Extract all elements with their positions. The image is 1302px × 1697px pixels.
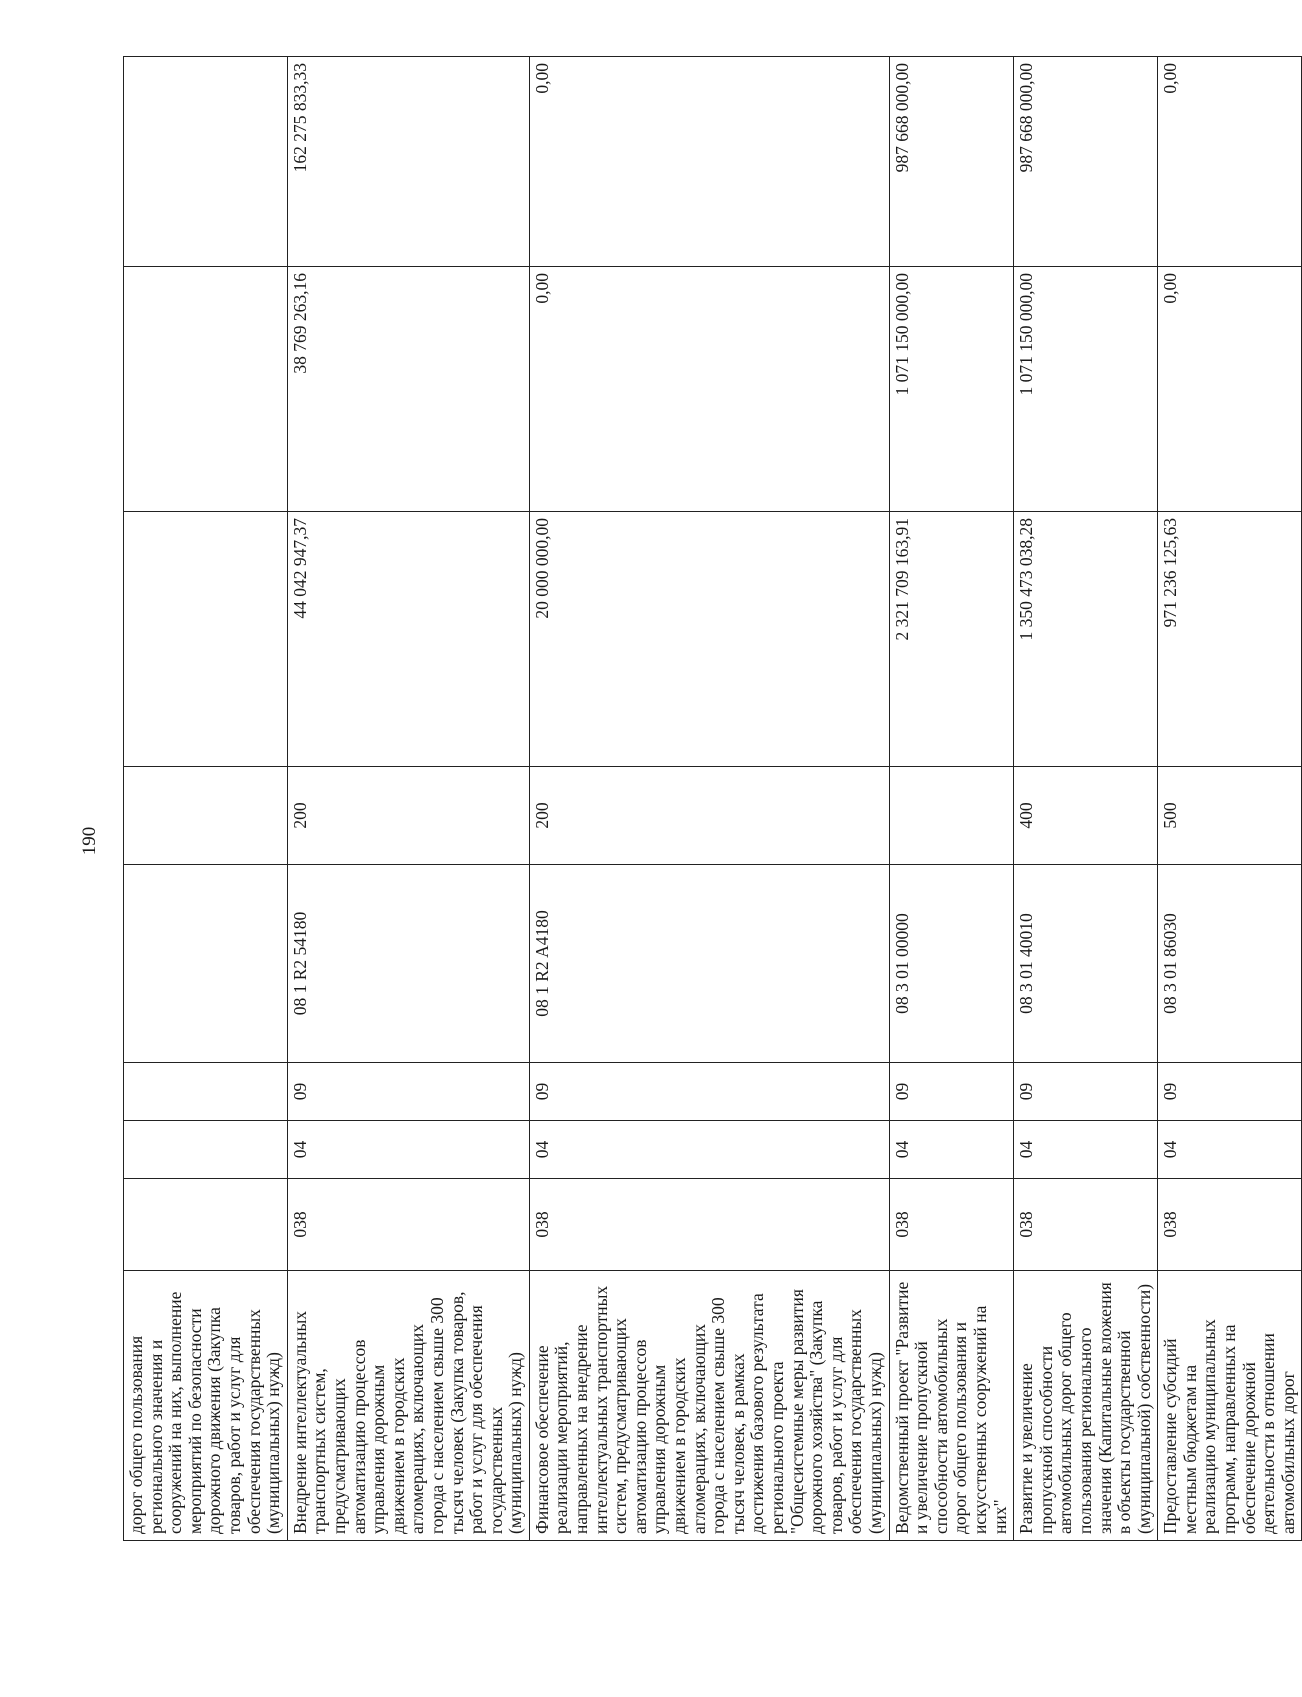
table-row (1014, 57, 1158, 1541)
section-code (124, 1121, 288, 1179)
section-code: 04 (889, 1121, 1014, 1179)
section-code: 04 (287, 1121, 529, 1179)
table-row (287, 57, 529, 1541)
table-row (889, 57, 1014, 1541)
amount-year-3: 162 275 833,33 (287, 57, 529, 267)
row-description: Ведомственный проект "Развитие и увеличение пропускной способности автомобильных дорог общего пользования и искусственных сооружений на них" (889, 1271, 1014, 1541)
target-article-code: 08 3 01 00000 (889, 865, 1014, 1063)
amount-year-3: 0,00 (529, 57, 889, 267)
ministry-code: 038 (889, 1179, 1014, 1271)
target-article-code: 08 1 R2 54180 (287, 865, 529, 1063)
amount-year-1: 44 042 947,37 (287, 512, 529, 767)
amount-year-3: 987 668 000,00 (889, 57, 1014, 267)
amount-year-1: 1 350 473 038,28 (1014, 512, 1158, 767)
page-number: 190 (79, 826, 100, 856)
budget-table-container (123, 57, 1298, 1541)
budget-table (123, 56, 1302, 1541)
amount-year-3: 0,00 (1158, 57, 1302, 267)
subsection-code: 09 (1158, 1063, 1302, 1121)
subsection-code (124, 1063, 288, 1121)
amount-year-3: 987 668 000,00 (1014, 57, 1158, 267)
ministry-code: 038 (529, 1179, 889, 1271)
subsection-code: 09 (287, 1063, 529, 1121)
amount-year-1: 971 236 125,63 (1158, 512, 1302, 767)
subsection-code: 09 (1014, 1063, 1158, 1121)
section-code: 04 (1158, 1121, 1302, 1179)
expense-type-code: 200 (287, 767, 529, 865)
expense-type-code (889, 767, 1014, 865)
subsection-code: 09 (529, 1063, 889, 1121)
expense-type-code (124, 767, 288, 865)
target-article-code: 08 3 01 86030 (1158, 865, 1302, 1063)
section-code: 04 (529, 1121, 889, 1179)
amount-year-3 (124, 57, 288, 267)
amount-year-1 (124, 512, 288, 767)
ministry-code (124, 1179, 288, 1271)
amount-year-1: 2 321 709 163,91 (889, 512, 1014, 767)
row-description: Финансовое обеспечение реализации мероприятий, направленных на внедрение интеллектуальных транспортных систем, предусматривающих автоматизацию процессов управления дорожным движением в городских агломерациях, включающих города с населением свыше 300 тысяч человек, в рамках достижения базового результата регионального проекта "Общесистемные меры развития дорожного хозяйства" (Закупка товаров, работ и услуг для обеспечения государственных (муниципальных) нужд) (529, 1271, 889, 1541)
expense-type-code: 400 (1014, 767, 1158, 865)
ministry-code: 038 (1158, 1179, 1302, 1271)
amount-year-2: 1 071 150 000,00 (889, 267, 1014, 512)
ministry-code: 038 (287, 1179, 529, 1271)
subsection-code: 09 (889, 1063, 1014, 1121)
ministry-code: 038 (1014, 1179, 1158, 1271)
expense-type-code: 200 (529, 767, 889, 865)
expense-type-code: 500 (1158, 767, 1302, 865)
amount-year-2: 0,00 (529, 267, 889, 512)
row-description: Развитие и увеличение пропускной способности автомобильных дорог общего пользования регионального значения (Капитальные вложения в объекты государственной (муниципальной) собственности) (1014, 1271, 1158, 1541)
row-description: Внедрение интеллектуальных транспортных систем, предусматривающих автоматизацию процессов управления дорожным движением в городских агломерациях, включающих города с населением свыше 300 тысяч человек (Закупка товаров, работ и услуг для обеспечения государственных (муниципальных) нужд) (287, 1271, 529, 1541)
amount-year-2: 38 769 263,16 (287, 267, 529, 512)
amount-year-2: 0,00 (1158, 267, 1302, 512)
amount-year-1: 20 000 000,00 (529, 512, 889, 767)
row-description: Предоставление субсидий местным бюджетам на реализацию муниципальных программ, направленных на обеспечение дорожной деятельности в отношении автомобильных дорог (1158, 1271, 1302, 1541)
table-row (1158, 57, 1302, 1541)
target-article-code: 08 3 01 40010 (1014, 865, 1158, 1063)
amount-year-2: 1 071 150 000,00 (1014, 267, 1158, 512)
section-code: 04 (1014, 1121, 1158, 1179)
amount-year-2 (124, 267, 288, 512)
target-article-code: 08 1 R2 A4180 (529, 865, 889, 1063)
table-row (529, 57, 889, 1541)
row-description: дорог общего пользования регионального значения и сооружений на них, выполнение мероприятий по безопасности дорожного движения (Закупка товаров, работ и услуг для обеспечения государственных (муниципальных) нужд) (124, 1271, 288, 1541)
target-article-code (124, 865, 288, 1063)
table-row (124, 57, 288, 1541)
